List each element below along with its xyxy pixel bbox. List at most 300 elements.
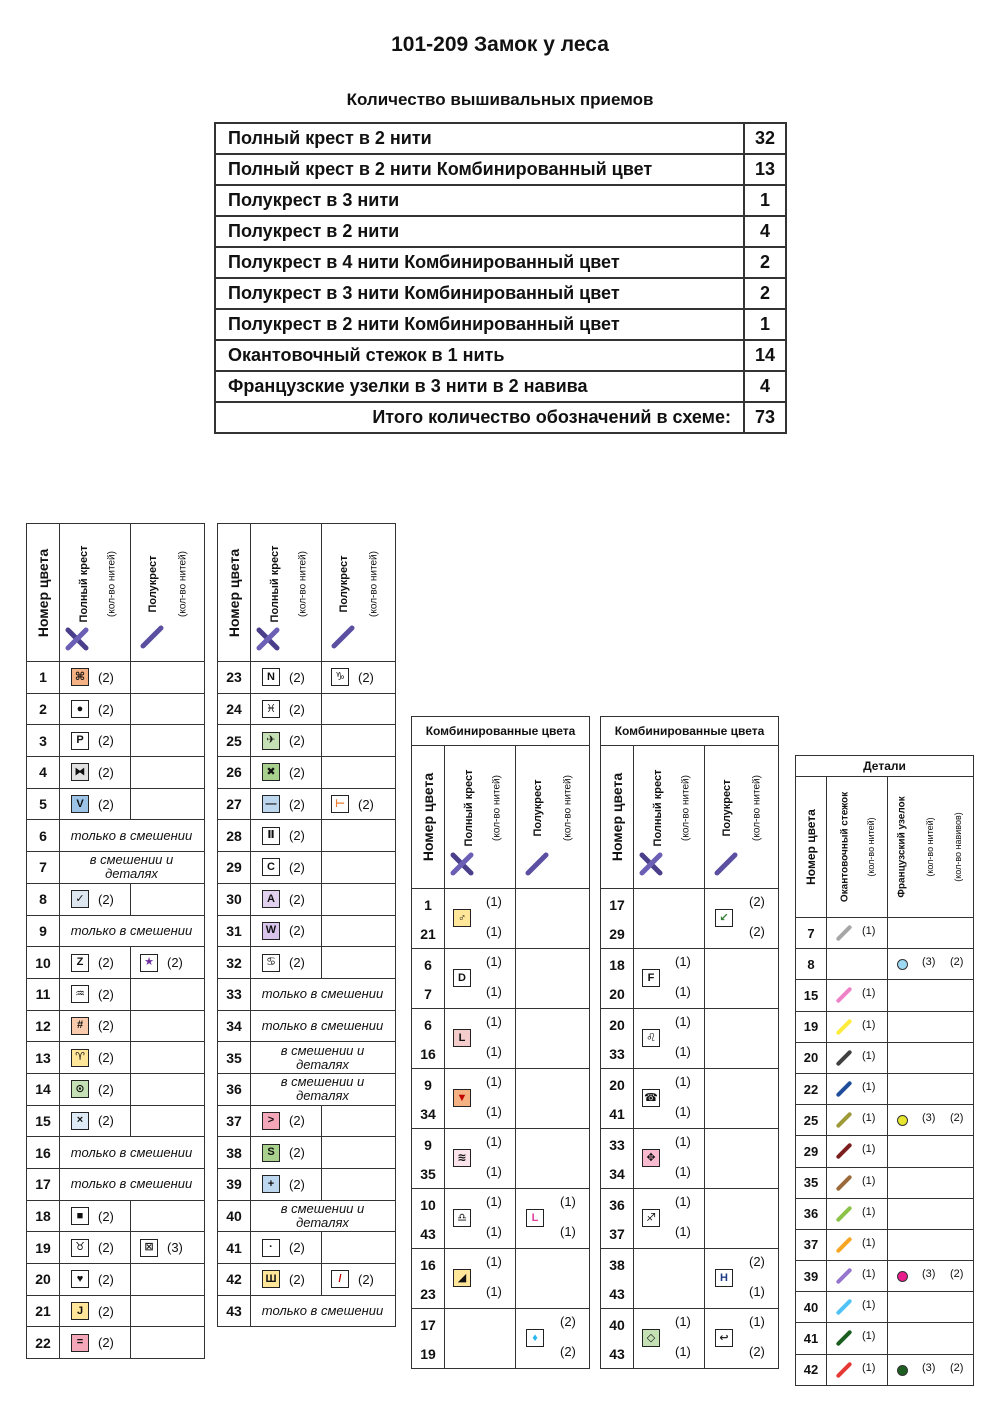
summary-subtitle: Количество вышивальных приемов — [346, 90, 654, 109]
column-divider — [887, 1323, 888, 1353]
backstitch-line-icon — [836, 1330, 853, 1347]
half-stitch-symbol-icon: ↙ — [715, 909, 733, 927]
thread-count: (2) — [98, 1208, 114, 1224]
color-number: 31 — [218, 916, 251, 947]
summary-value: 13 — [744, 154, 786, 185]
key-row — [27, 756, 204, 788]
thread-count: (1) — [486, 1074, 502, 1089]
color-number: 23 — [218, 662, 251, 693]
summary-row — [215, 278, 786, 309]
key-row — [27, 946, 204, 978]
color-number-a: 6 — [424, 1017, 432, 1033]
thread-count: (1) — [675, 1194, 691, 1209]
thread-count: (2) — [289, 891, 305, 907]
header-half-cross-label: Полукрест — [338, 555, 350, 613]
key-row — [27, 1168, 204, 1200]
color-number: 20 — [27, 1264, 60, 1295]
thread-count: (1) — [675, 1014, 691, 1029]
key-row — [27, 1041, 204, 1073]
half-cross-cell — [130, 884, 204, 915]
usage-note: только в смешении — [261, 1303, 384, 1319]
stitch-symbol-icon: ♥ — [71, 1270, 89, 1288]
summary-label: Полукрест в 4 нити Комбинированный цвет — [215, 247, 744, 278]
table-header — [796, 777, 973, 918]
key-row — [218, 1200, 395, 1232]
color-number-b: 35 — [420, 1166, 436, 1182]
color-number: 28 — [218, 820, 251, 851]
half-cross-cell — [130, 694, 204, 725]
key-row — [218, 1105, 395, 1137]
key-row — [27, 1295, 204, 1327]
color-number: 21 — [27, 1296, 60, 1327]
header-number-label: Номер цвета — [804, 809, 818, 885]
wrap-count: (2) — [950, 1361, 964, 1374]
summary-row — [215, 309, 786, 340]
combined-colors-table-1 — [411, 716, 590, 1369]
summary-value: 14 — [744, 340, 786, 371]
column-divider — [704, 1129, 705, 1188]
color-number: 36 — [796, 1199, 827, 1229]
half-cross-cell — [321, 916, 395, 947]
stitch-summary-table — [214, 122, 787, 434]
details-row — [796, 979, 973, 1010]
color-number: 9 — [27, 916, 60, 947]
thread-count: (1) — [862, 1361, 876, 1374]
stitch-symbol-icon: Z — [71, 954, 89, 972]
summary-label: Французские узелки в 3 нити в 2 навива — [215, 371, 744, 402]
stitch-symbol-icon: ♉ — [71, 1239, 89, 1257]
details-row — [796, 1354, 973, 1385]
full-cross-cell — [262, 916, 322, 947]
header-half-cross-label: Полукрест — [721, 779, 733, 837]
details-row — [796, 1011, 973, 1042]
backstitch-line-icon — [836, 1361, 853, 1378]
color-number: 15 — [796, 980, 827, 1010]
thread-count: (1) — [486, 984, 502, 999]
color-number-a: 17 — [609, 897, 625, 913]
column-divider — [704, 1249, 705, 1308]
column-divider — [633, 889, 634, 948]
summary-row — [215, 216, 786, 247]
usage-note: только в смешении — [70, 1144, 193, 1160]
table-body — [218, 662, 395, 1326]
summary-label: Полукрест в 3 нити — [215, 185, 744, 216]
thread-count: (1) — [862, 1018, 876, 1031]
key-row — [218, 788, 395, 820]
color-number-b: 20 — [609, 986, 625, 1002]
column-divider — [887, 1012, 888, 1042]
summary-row — [215, 185, 786, 216]
key-row — [218, 946, 395, 978]
details-row — [796, 1135, 973, 1166]
backstitch-line-icon — [836, 1080, 853, 1097]
color-number-b: 37 — [609, 1226, 625, 1242]
key-row — [27, 1326, 204, 1358]
usage-note: только в смешении — [70, 1176, 193, 1192]
half-cross-cell — [321, 662, 395, 693]
stitch-symbol-icon: × — [71, 1112, 89, 1130]
half-cross-cell — [321, 725, 395, 756]
column-divider — [887, 1043, 888, 1073]
color-number-a: 6 — [424, 957, 432, 973]
color-number-b: 34 — [420, 1106, 436, 1122]
header-threads-label: (кол-во нитей) — [751, 775, 763, 842]
column-divider — [633, 1189, 634, 1248]
color-number-b: 16 — [420, 1046, 436, 1062]
color-number: 1 — [27, 662, 60, 693]
color-number-b: 34 — [609, 1166, 625, 1182]
thread-count: (1) — [675, 1104, 691, 1119]
key-row — [218, 756, 395, 788]
color-number: 30 — [218, 884, 251, 915]
half-cross-cell — [130, 979, 204, 1010]
header-number-cell — [796, 777, 826, 917]
header-full-cross-label: Полный крест — [463, 770, 475, 847]
details-row — [796, 918, 973, 948]
thread-count: (1) — [749, 1284, 765, 1299]
color-number: 20 — [796, 1043, 827, 1073]
color-number-a: 9 — [424, 1077, 432, 1093]
color-number: 38 — [218, 1137, 251, 1168]
key-row — [27, 1010, 204, 1042]
half-stitch-symbol-icon: ♦ — [526, 1329, 544, 1347]
thread-count: (2) — [98, 764, 114, 780]
half-cross-cell — [130, 947, 204, 978]
color-number: 22 — [796, 1074, 827, 1104]
stitch-symbol-icon: ✓ — [71, 890, 89, 908]
key-row — [27, 851, 204, 883]
color-number: 10 — [27, 947, 60, 978]
header-threads-label: (кол-во нитей) — [177, 551, 189, 618]
backstitch-line-icon — [836, 1174, 853, 1191]
thread-count: (1) — [862, 925, 876, 937]
stitch-symbol-icon: ≋ — [453, 1149, 471, 1167]
stitch-symbol-icon: ♋ — [262, 954, 280, 972]
half-cross-icon — [713, 851, 739, 882]
summary-total-label: Итого количество обозначений в схеме: — [215, 402, 744, 433]
stitch-symbol-icon: P — [71, 732, 89, 750]
column-divider — [887, 949, 888, 979]
french-knot-icon — [897, 1365, 908, 1376]
header-backstitch-label: Окантовочный стежок — [839, 791, 851, 903]
backstitch-line-icon — [836, 1268, 853, 1285]
stitch-symbol-icon: ♂ — [453, 909, 471, 927]
key-row — [218, 1295, 395, 1327]
thread-count: (2) — [98, 986, 114, 1002]
thread-count: (2) — [98, 796, 114, 812]
thread-count: (1) — [486, 1194, 502, 1209]
usage-note: в смешении и деталях — [280, 1074, 365, 1104]
full-cross-cell — [71, 884, 131, 915]
header-backstitch-cell — [826, 777, 887, 917]
key-row — [218, 693, 395, 725]
thread-count: (2) — [358, 796, 374, 812]
color-number: 16 — [27, 1137, 60, 1168]
thread-count: (2) — [167, 955, 183, 971]
half-cross-cell — [130, 1201, 204, 1232]
table-header — [27, 524, 204, 662]
thread-count: (1) — [486, 1284, 502, 1299]
header-half-cross-cell — [130, 524, 204, 661]
half-cross-cell — [130, 1232, 204, 1263]
color-number: 18 — [27, 1201, 60, 1232]
key-row — [27, 883, 204, 915]
full-cross-cell — [71, 1011, 131, 1042]
usage-note: только в смешении — [261, 1017, 384, 1033]
stitch-symbol-icon: ☎ — [642, 1089, 660, 1107]
color-number: 15 — [27, 1106, 60, 1137]
thread-count: (2) — [98, 669, 114, 685]
full-cross-cell — [71, 1264, 131, 1295]
thread-count: (1) — [862, 1205, 876, 1218]
column-divider — [887, 918, 888, 948]
thread-count: (1) — [675, 984, 691, 999]
full-cross-cell — [262, 789, 322, 820]
color-number-b: 19 — [420, 1346, 436, 1362]
column-divider — [633, 1309, 634, 1368]
color-number-a: 20 — [609, 1017, 625, 1033]
full-cross-cell — [262, 1232, 322, 1263]
color-number: 8 — [796, 949, 827, 979]
column-divider — [444, 1189, 445, 1248]
combined-row — [601, 1128, 778, 1188]
full-cross-cell — [262, 1264, 322, 1295]
thread-count: (2) — [289, 733, 305, 749]
header-threads-label: (кол-во нитей) — [491, 775, 503, 842]
stitch-symbol-icon: > — [262, 1112, 280, 1130]
thread-count: (3) — [922, 1268, 936, 1281]
column-divider — [887, 1230, 888, 1260]
column-divider — [633, 1009, 634, 1068]
color-key-table-1 — [26, 523, 205, 1359]
half-cross-icon — [330, 624, 356, 655]
thread-count: (2) — [289, 1113, 305, 1129]
header-half-cross-cell — [321, 524, 395, 661]
stitch-symbol-icon: N — [262, 668, 280, 686]
combined-row — [601, 1188, 778, 1248]
thread-count: (1) — [675, 1224, 691, 1239]
column-divider — [887, 980, 888, 1010]
details-row — [796, 1198, 973, 1229]
color-number: 25 — [796, 1105, 827, 1135]
stitch-symbol-icon: ♎ — [453, 1209, 471, 1227]
page-title: 101-209 Замок у леса — [391, 33, 609, 56]
stitch-symbol-icon: ♌ — [642, 1029, 660, 1047]
half-cross-cell — [321, 884, 395, 915]
thread-count: (2) — [98, 1240, 114, 1256]
full-cross-cell — [262, 820, 322, 851]
header-number-cell — [412, 746, 444, 888]
thread-count: (2) — [98, 1050, 114, 1066]
summary-value: 32 — [744, 123, 786, 154]
column-divider — [515, 889, 516, 948]
thread-count: (1) — [675, 1044, 691, 1059]
color-number-b: 43 — [609, 1286, 625, 1302]
color-number: 39 — [218, 1169, 251, 1200]
combined-row — [601, 1068, 778, 1128]
header-number-label: Номер цвета — [226, 548, 242, 637]
color-number: 19 — [796, 1012, 827, 1042]
combined-row — [412, 948, 589, 1008]
thread-count: (1) — [862, 1143, 876, 1156]
stitch-symbol-icon: ♒ — [71, 985, 89, 1003]
half-cross-cell — [321, 1169, 395, 1200]
color-number: 11 — [27, 979, 60, 1010]
column-divider — [515, 949, 516, 1008]
header-number-cell — [601, 746, 633, 888]
color-number: 37 — [796, 1230, 827, 1260]
summary-value: 2 — [744, 278, 786, 309]
details-title: Детали — [796, 756, 973, 777]
color-number: 29 — [218, 852, 251, 883]
details-row — [796, 1042, 973, 1073]
half-stitch-symbol-icon: ⊠ — [140, 1239, 158, 1257]
stitch-symbol-icon: — — [262, 795, 280, 813]
column-divider — [515, 1009, 516, 1068]
half-cross-cell — [130, 1296, 204, 1327]
table-body — [27, 662, 204, 1358]
usage-note: в смешении и деталях — [89, 852, 174, 882]
backstitch-line-icon — [836, 1049, 853, 1066]
key-row — [218, 883, 395, 915]
summary-value: 4 — [744, 371, 786, 402]
color-number: 29 — [796, 1136, 827, 1166]
thread-count: (2) — [98, 955, 114, 971]
column-divider — [887, 1136, 888, 1166]
key-row — [218, 915, 395, 947]
stitch-symbol-icon: ✈ — [262, 732, 280, 750]
key-row — [27, 788, 204, 820]
header-threads-label: (кол-во нитей) — [106, 551, 118, 618]
color-number: 42 — [218, 1264, 251, 1295]
thread-count: (2) — [98, 701, 114, 717]
header-full-cross-label: Полный крест — [78, 545, 90, 623]
key-row — [218, 724, 395, 756]
key-row — [27, 1200, 204, 1232]
color-number-b: 7 — [424, 986, 432, 1002]
column-divider — [704, 1309, 705, 1368]
key-row — [218, 978, 395, 1010]
header-full-cross-label: Полный крест — [269, 545, 281, 623]
key-row — [27, 1231, 204, 1263]
full-cross-cell — [262, 694, 322, 725]
stitch-symbol-icon: ▼ — [453, 1089, 471, 1107]
header-half-cross-cell — [704, 746, 778, 888]
color-number: 24 — [218, 694, 251, 725]
half-cross-cell — [321, 947, 395, 978]
thread-count: (2) — [749, 1344, 765, 1359]
combined-row — [601, 889, 778, 948]
column-divider — [633, 1069, 634, 1128]
header-threads-label: (кол-во нитей) — [562, 775, 574, 842]
usage-note: только в смешении — [70, 922, 193, 938]
header-number-label: Номер цвета — [609, 772, 625, 862]
column-divider — [704, 1189, 705, 1248]
details-row — [796, 1104, 973, 1135]
column-divider — [704, 1069, 705, 1128]
thread-count: (3) — [167, 1240, 183, 1256]
thread-count: (2) — [289, 796, 305, 812]
summary-row — [215, 371, 786, 402]
key-row — [218, 851, 395, 883]
thread-count: (1) — [675, 1344, 691, 1359]
backstitch-line-icon — [836, 1236, 853, 1253]
thread-count: (2) — [289, 1271, 305, 1287]
full-cross-cell — [71, 789, 131, 820]
thread-count: (2) — [289, 701, 305, 717]
combined-colors-table-2 — [600, 716, 779, 1369]
header-wraps-label: (кол-во навивов) — [953, 812, 963, 882]
stitch-symbol-icon: ⌘ — [71, 668, 89, 686]
color-number: 7 — [796, 918, 827, 948]
half-cross-cell — [321, 1137, 395, 1168]
column-divider — [887, 1199, 888, 1229]
full-cross-cell — [71, 1232, 131, 1263]
backstitch-line-icon — [836, 925, 853, 942]
color-number: 14 — [27, 1074, 60, 1105]
thread-count: (1) — [486, 924, 502, 939]
full-cross-cell — [262, 947, 322, 978]
header-number-label: Номер цвета — [420, 772, 436, 862]
full-cross-cell — [71, 1296, 131, 1327]
half-cross-cell — [130, 757, 204, 788]
color-number: 32 — [218, 947, 251, 978]
french-knot-icon — [897, 1271, 908, 1282]
thread-count: (1) — [862, 1080, 876, 1093]
column-divider — [444, 1069, 445, 1128]
half-cross-cell — [321, 694, 395, 725]
thread-count: (2) — [289, 1240, 305, 1256]
header-threads-label: (кол-во нитей) — [368, 551, 380, 618]
color-number: 19 — [27, 1232, 60, 1263]
thread-count: (1) — [486, 1224, 502, 1239]
color-number: 41 — [796, 1323, 827, 1353]
thread-count: (2) — [289, 828, 305, 844]
header-half-cross-label: Полукрест — [147, 555, 159, 613]
header-french-knot-label: Французский узелок — [896, 796, 908, 898]
stitch-symbol-icon: ♓ — [262, 700, 280, 718]
combined-row — [601, 1008, 778, 1068]
half-cross-icon — [139, 624, 165, 655]
header-number-label: Номер цвета — [35, 548, 51, 637]
thread-count: (2) — [560, 1314, 576, 1329]
key-row — [218, 1231, 395, 1263]
details-row — [796, 1073, 973, 1104]
color-number: 37 — [218, 1106, 251, 1137]
combined-row — [601, 1308, 778, 1368]
thread-count: (1) — [486, 1044, 502, 1059]
color-number-b: 23 — [420, 1286, 436, 1302]
full-cross-cell — [71, 947, 131, 978]
stitch-symbol-icon: ◇ — [642, 1329, 660, 1347]
full-cross-cell — [262, 884, 322, 915]
stitch-symbol-icon: S — [262, 1144, 280, 1162]
header-full-cross-cell — [444, 746, 515, 888]
key-row — [27, 662, 204, 693]
column-divider — [633, 1249, 634, 1308]
details-row — [796, 1322, 973, 1353]
stitch-symbol-icon: ♐ — [642, 1209, 660, 1227]
thread-count: (1) — [675, 1314, 691, 1329]
header-french-knot-cell — [887, 777, 973, 917]
thread-count: (2) — [289, 1176, 305, 1192]
thread-count: (1) — [862, 1236, 876, 1249]
combined-row — [412, 889, 589, 948]
color-number: 27 — [218, 789, 251, 820]
column-divider — [444, 949, 445, 1008]
summary-total-value: 73 — [744, 402, 786, 433]
summary-row — [215, 247, 786, 278]
